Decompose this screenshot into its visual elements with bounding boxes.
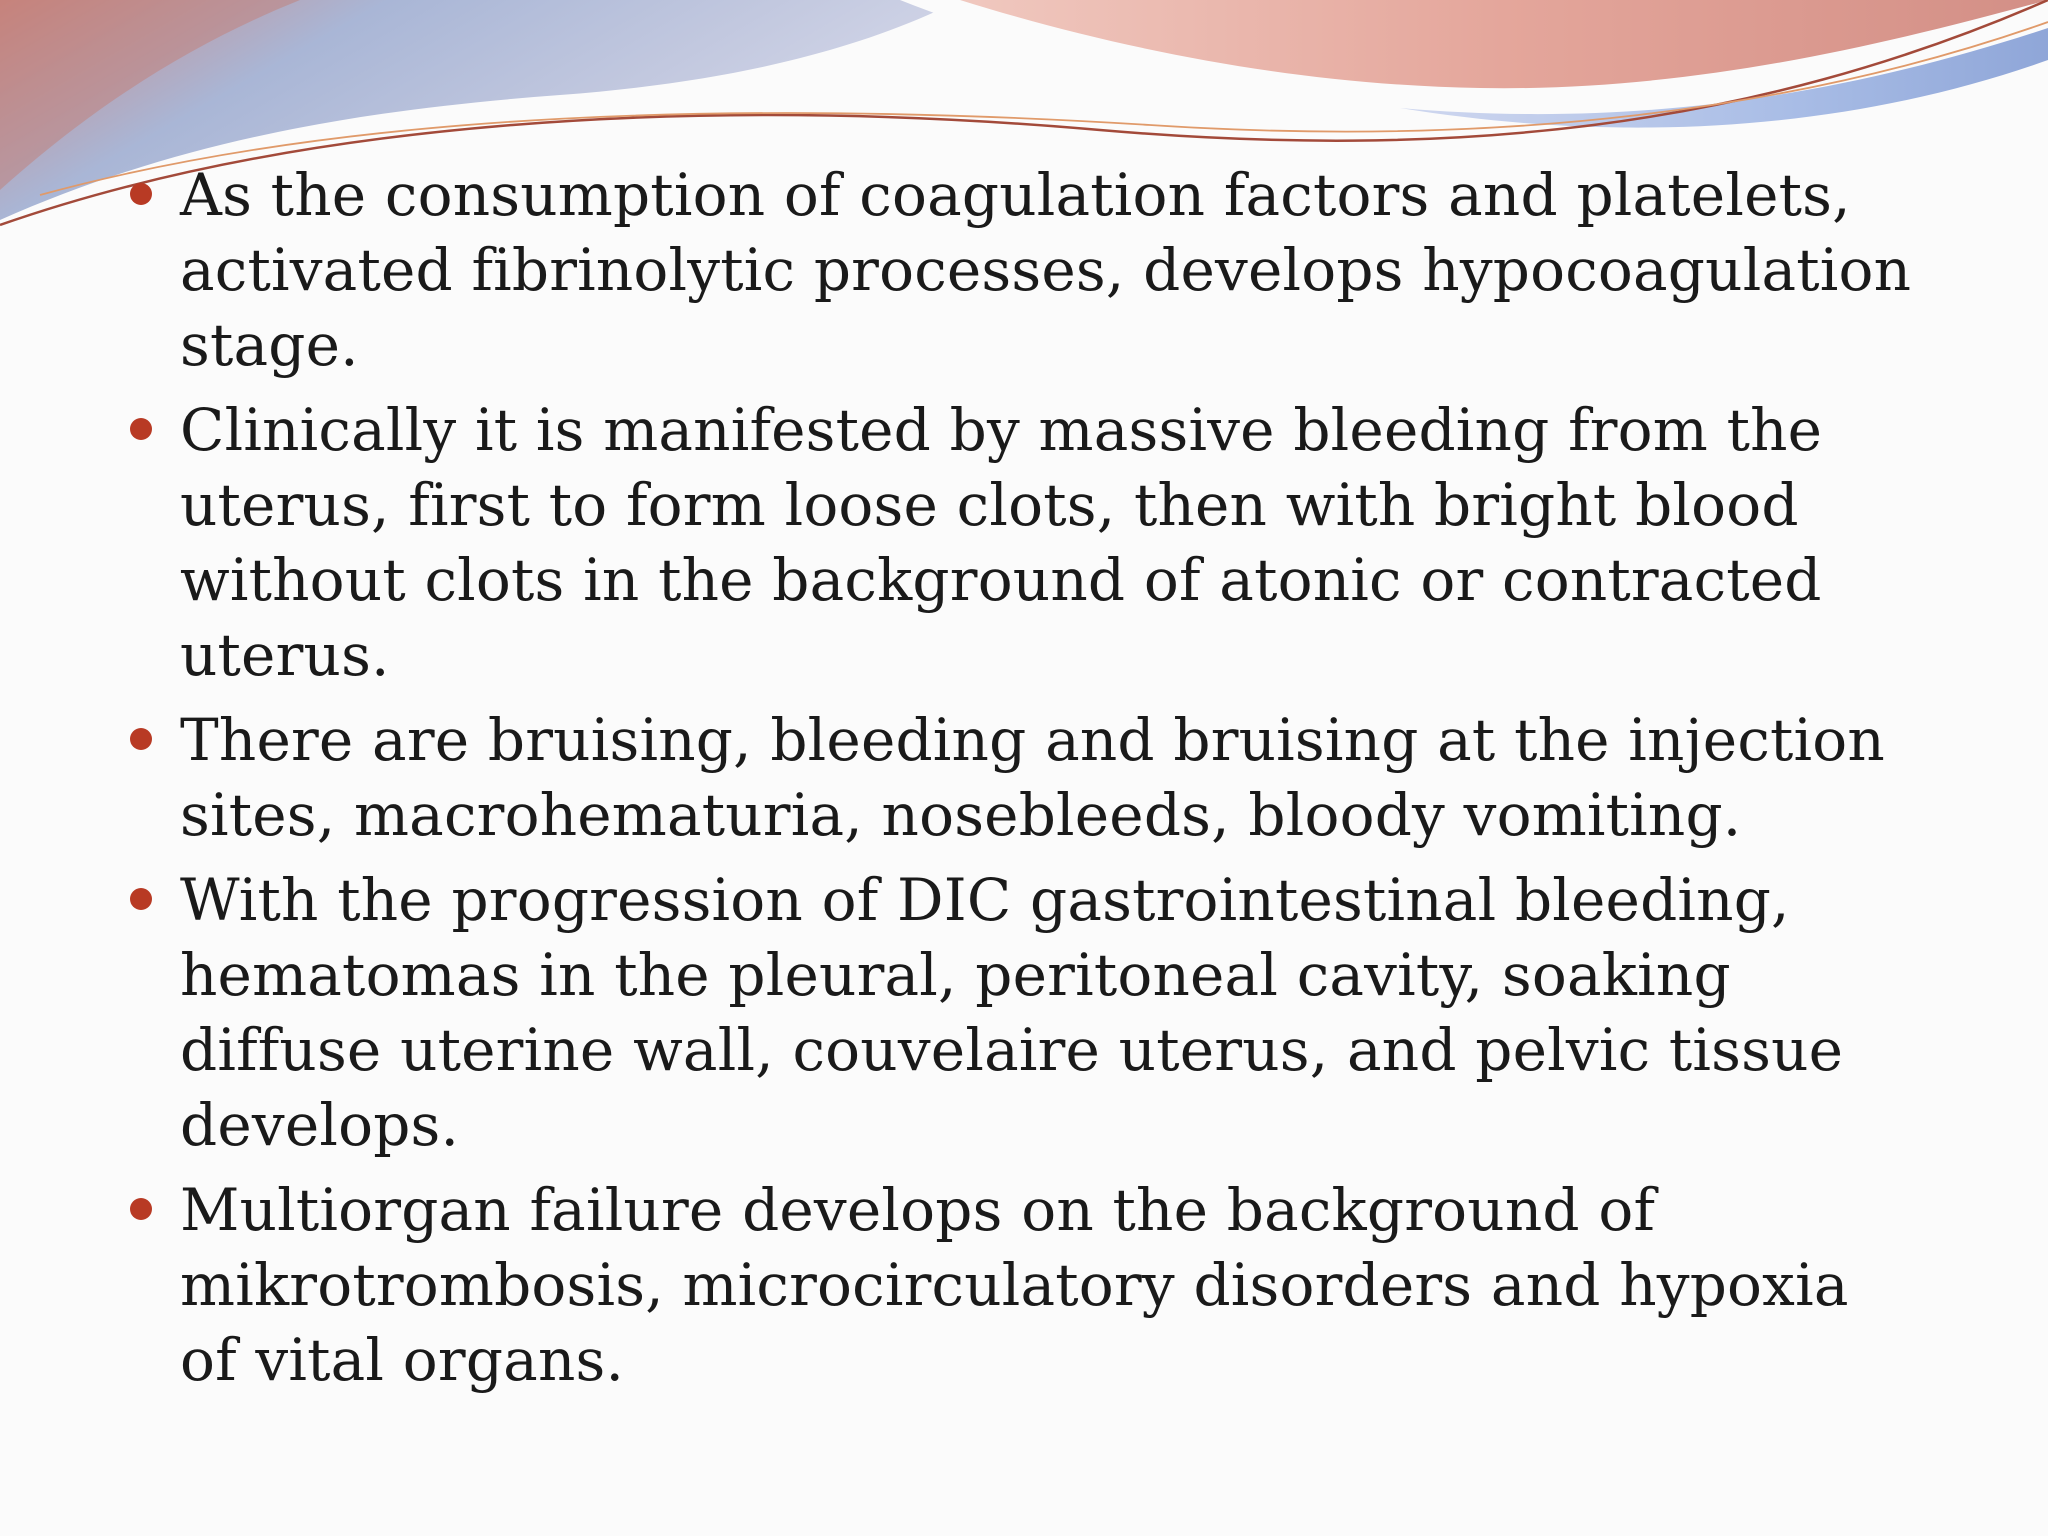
bullet-text: Clinically it is manifested by massive bleeding from the uterus, first to form loose clots, then with bright blood without clots in the background of atonic or contracted uterus.: [180, 396, 1823, 689]
bullet-text: As the consumption of coagulation factors and platelets, activated fibrinolytic processes, develops hypocoagulation stage.: [180, 161, 1912, 379]
bullet-text: With the progression of DIC gastrointestinal bleeding, hematomas in the pleural, peritoneal cavity, soaking diffuse uterine wall, couvelaire uterus, and pelvic tissue develops.: [180, 866, 1844, 1159]
bullet-list: [124, 158, 1924, 1408]
bullet-dot-icon: [130, 1198, 152, 1220]
bullet-item: [124, 703, 1924, 853]
bullet-dot-icon: [130, 888, 152, 910]
bullet-dot-icon: [130, 418, 152, 440]
bullet-item: [124, 863, 1924, 1163]
bullet-dot-icon: [130, 183, 152, 205]
bullet-dot-icon: [130, 728, 152, 750]
bullet-text: There are bruising, bleeding and bruising at the injection sites, macrohematuria, nosebleeds, bloody vomiting.: [180, 706, 1885, 849]
bullet-item: [124, 393, 1924, 693]
bullet-item: [124, 1173, 1924, 1398]
bullet-item: [124, 158, 1924, 383]
bullet-text: Multiorgan failure develops on the background of mikrotrombosis, microcirculatory disorders and hypoxia of vital organs.: [180, 1176, 1849, 1394]
